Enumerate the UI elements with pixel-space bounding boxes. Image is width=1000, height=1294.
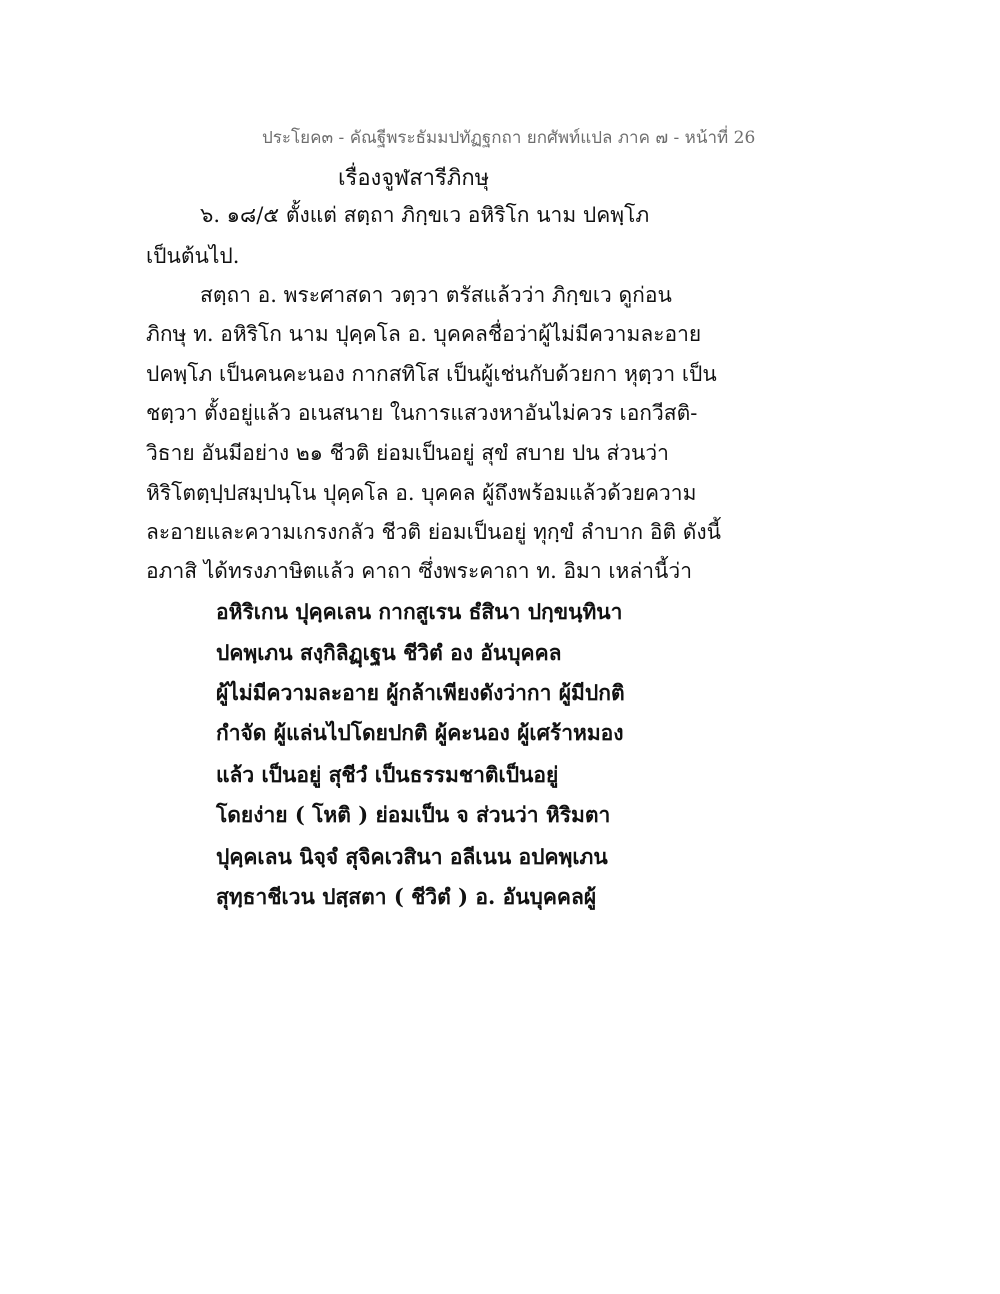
verse-line-6: โดยง่าย ( โหติ ) ย่อมเป็น จ ส่วนว่า หิริมตา (216, 802, 611, 827)
verse-line-5: แล้ว เป็นอยู่ สุชีวํ เป็นธรรมชาติเป็นอยู่ (216, 762, 559, 787)
paragraph2-line-2: ภิกษุ ท. อหิริโก นาม ปุคฺคโล อ. บุคคลชื่อว่าผู้ไม่มีความละอาย (146, 322, 702, 346)
paragraph2-line-5: วิธาย อันมีอย่าง ๒๑ ชีวติ ย่อมเป็นอยู่ สุขํ สบาย ปน ส่วนว่า (146, 441, 669, 465)
verse-line-2: ปคพฺเภน สงฺกิลิฏฺเฐน ชีวิตํ อง อันบุคคล (216, 640, 562, 665)
verse-line-3: ผู้ไม่มีความละอาย ผู้กล้าเพียงดังว่ากา ผู้มีปกติ (216, 680, 625, 705)
paragraph2-line-4: ชตฺวา ตั้งอยู่แล้ว อเนสนาย ในการแสวงหาอันไม่ควร เอกวีสติ- (146, 401, 698, 425)
paragraph2-line-6: หิริโตตฺปฺปสมฺปนฺโน ปุคฺคโล อ. บุคคล ผู้ถึงพร้อมแล้วด้วยความ (146, 481, 697, 505)
paragraph1-line-2: เป็นต้นไป. (146, 244, 240, 268)
paragraph2-line-7: ละอายและความเกรงกลัว ชีวติ ย่อมเป็นอยู่ ทุกฺขํ ลำบาก อิติ ดังนี้ (146, 520, 721, 544)
story-title: เรื่องจูฬสารีภิกษุ (338, 166, 490, 191)
paragraph2-line-3: ปคพฺโภ เป็นคนคะนอง กากสทิโส เป็นผู้เช่นกับด้วยกา หุตฺวา เป็น (146, 362, 717, 386)
paragraph2-line-1: สตฺถา อ. พระศาสดา วตฺวา ตรัสแล้วว่า ภิกฺขเว ดูก่อน (200, 283, 672, 307)
verse-line-4: กำจัด ผู้แล่นไปโดยปกติ ผู้คะนอง ผู้เศร้าหมอง (216, 720, 624, 745)
verse-line-1: อหิริเกน ปุคฺคเลน กากสูเรน ธํสินา ปกฺขนฺทินา (216, 599, 623, 624)
paragraph1-line-1: ๖. ๑๘/๕ ตั้งแต่ สตฺถา ภิกฺขเว อหิริโก นาม ปคพฺโภ (200, 203, 650, 227)
verse-line-8: สุทฺธาชีเวน ปสฺสตา ( ชีวิตํ ) อ. อันบุคคลผู้ (216, 884, 597, 909)
paragraph2-line-8: อภาสิ ได้ทรงภาษิตแล้ว คาถา ซึ่งพระคาถา ท. อิมา เหล่านี้ว่า (146, 559, 692, 583)
running-head: ประโยค๓ - คัณฐีพระธัมมปทัฏฐกถา ยกศัพท์แปล ภาค ๗ - หน้าที่ 26 (262, 128, 756, 148)
verse-line-7: ปุคฺคเลน นิจฺจํ สุจิคเวสินา อลีเนน อปคพฺเภน (216, 844, 608, 869)
